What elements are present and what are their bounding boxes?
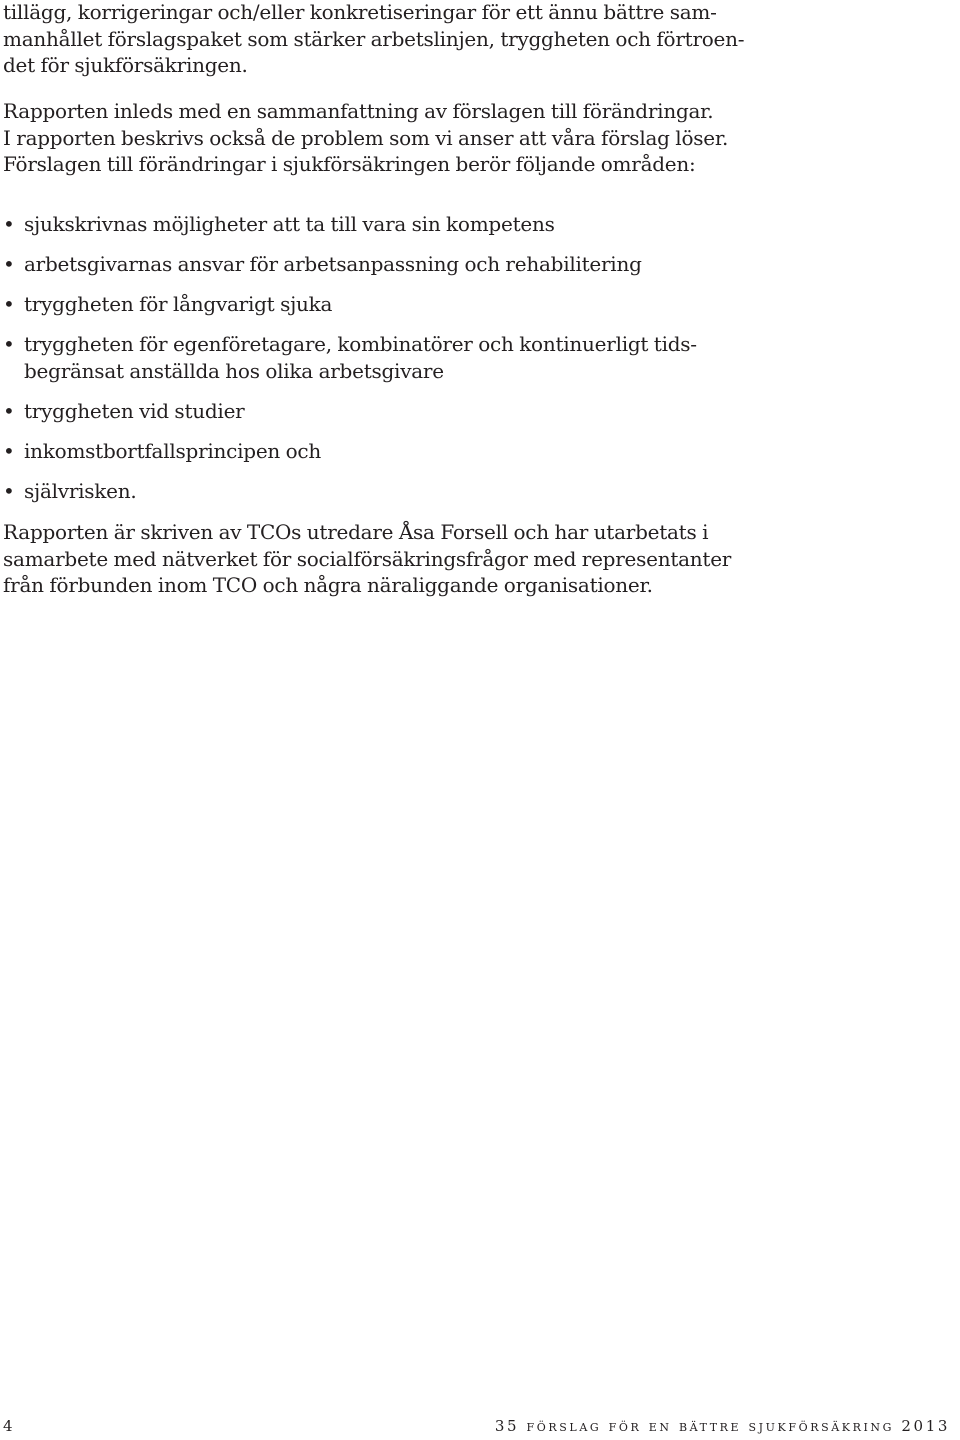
list-item-text: begränsat anställda hos olika arbetsgivare — [24, 358, 444, 383]
running-title: 35 förslag för en bättre sjukförsäkring 2013 — [494, 1417, 950, 1435]
list-item-text: sjukskrivnas möjligheter att ta till vara sin kompetens — [24, 212, 555, 236]
closing-line: samarbete med nätverket för socialförsäkringsfrågor med representanter — [3, 546, 732, 571]
list-item — [3, 478, 697, 505]
list-item-text: självrisken. — [24, 479, 137, 504]
summary-line: Rapporten inleds med en sammanfattning av förslagen till förändringar. — [3, 99, 714, 123]
areas-bullet-list — [3, 211, 697, 518]
list-item-text: inkomstbortfallsprincipen och — [24, 439, 322, 464]
list-item-text: arbetsgivarnas ansvar för arbetsanpassning och rehabilitering — [24, 252, 642, 277]
list-item — [3, 251, 697, 278]
list-item-text: tryggheten vid studier — [24, 399, 245, 424]
summary-line: I rapporten beskrivs också de problem som vi anser att våra förslag löser. — [3, 125, 729, 150]
list-item-text: tryggheten för långvarigt sjuka — [24, 292, 333, 317]
intro-line: det för sjukförsäkringen. — [3, 53, 248, 78]
closing-line: från förbunden inom TCO och några näraliggande organisationer. — [3, 573, 653, 598]
list-item — [3, 398, 697, 425]
intro-line: manhållet förslagspaket som stärker arbetslinjen, tryggheten och förtroen- — [3, 26, 745, 51]
list-item — [3, 211, 697, 238]
bullet-icon: • — [3, 399, 15, 424]
bullet-icon: • — [3, 479, 15, 504]
bullet-icon: • — [3, 292, 15, 317]
bullet-icon: • — [3, 212, 15, 236]
intro-line: tillägg, korrigeringar och/eller konkretiseringar för ett ännu bättre sam- — [3, 0, 717, 24]
bullet-icon: • — [3, 439, 15, 464]
summary-line: Förslagen till förändringar i sjukförsäkringen berör följande områden: — [3, 152, 696, 177]
closing-paragraph — [3, 519, 731, 599]
list-item — [3, 291, 697, 318]
list-item-text: tryggheten för egenföretagare, kombinatörer och kontinuerligt tids- — [24, 332, 697, 357]
list-item — [3, 438, 697, 465]
page-footer — [3, 1417, 950, 1439]
closing-line: Rapporten är skriven av TCOs utredare Åsa Forsell och har utarbetats i — [3, 520, 709, 544]
page-number: 4 — [3, 1417, 13, 1435]
list-item — [3, 331, 697, 384]
bullet-icon: • — [3, 332, 15, 357]
summary-paragraph — [3, 98, 728, 178]
intro-paragraph — [3, 0, 744, 79]
bullet-icon: • — [3, 252, 15, 277]
